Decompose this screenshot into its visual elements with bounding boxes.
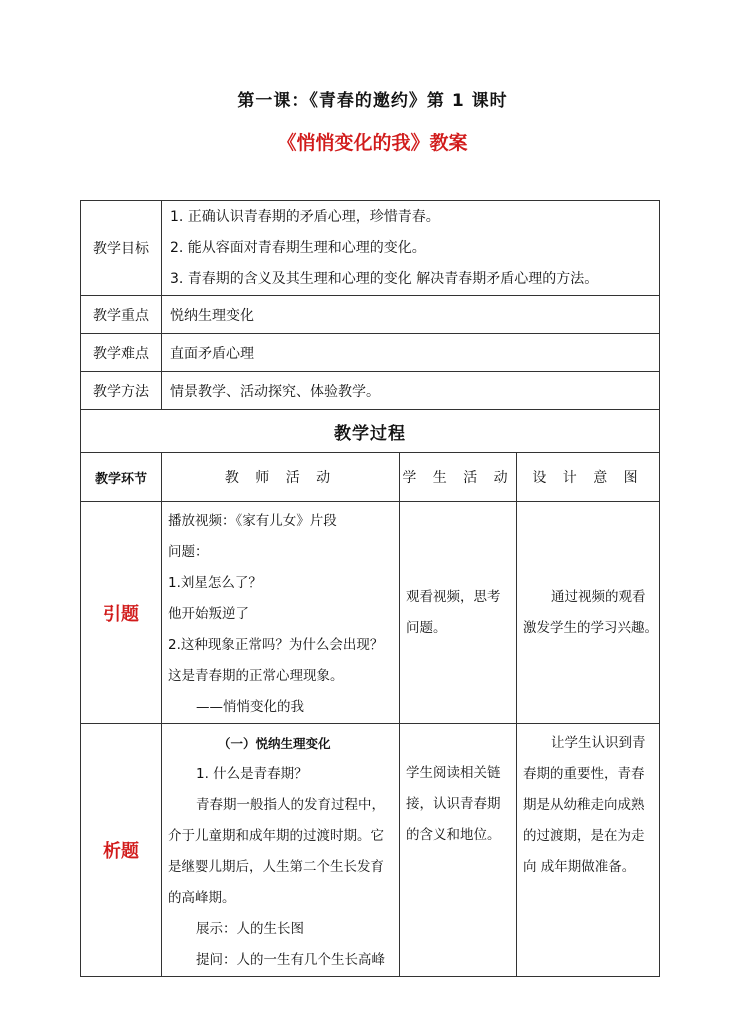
objectives-cell: [162, 201, 660, 296]
process-title-row: [81, 410, 660, 453]
teacher-activity: [162, 724, 400, 977]
table-row: [81, 724, 660, 977]
column-header: 设 计 意 图: [517, 453, 660, 502]
stage-label: 引题: [81, 502, 162, 724]
difficulty-value: 直面矛盾心理: [162, 334, 660, 372]
difficulty-row: [81, 334, 660, 372]
teacher-line: 这是青春期的正常心理现象。: [168, 668, 344, 684]
teacher-line: 播放视频：《家有儿女》片段: [168, 513, 337, 529]
teacher-line: 展示：人的生长图: [196, 921, 304, 937]
teacher-line: 1. 什么是青春期？: [196, 766, 308, 782]
objectives-label: 教学目标: [81, 201, 162, 296]
teacher-line: 问题：: [168, 544, 209, 560]
stage-label: 析题: [81, 724, 162, 977]
difficulty-label: 教学难点: [81, 334, 162, 372]
design-intent: [517, 724, 660, 977]
student-line: 观看视频，思考: [406, 588, 501, 605]
teacher-line: 1.刘星怎么了？: [168, 575, 262, 591]
design-line: 春期的重要性，青春: [523, 766, 645, 782]
teacher-activity: [162, 502, 400, 724]
design-line: 的过渡期，是在为走: [523, 828, 645, 844]
teacher-line: 是继婴儿期后，人生第二个生长发育: [168, 859, 384, 875]
design-line: 向 成年期做准备。: [523, 859, 636, 875]
column-header-row: [81, 453, 660, 502]
objectives-row: [81, 201, 660, 296]
design-line: 让学生认识到青: [551, 735, 646, 751]
key-point-value: 悦纳生理变化: [162, 296, 660, 334]
design-line: 激发学生的学习兴趣。: [523, 619, 658, 636]
teacher-line: 2.这种现象正常吗？为什么会出现？: [168, 637, 384, 653]
method-row: [81, 372, 660, 410]
lesson-subtitle: 《悄悄变化的我》教案: [277, 132, 468, 154]
column-header: 教学环节: [81, 453, 162, 502]
objective-item: 2. 能从容面对青春期生理和心理的变化。: [170, 239, 426, 256]
teacher-line: （一）悦纳生理变化: [218, 736, 331, 751]
student-activity: [400, 502, 517, 724]
design-intent: [517, 502, 660, 724]
method-label: 教学方法: [81, 372, 162, 410]
column-header: 学 生 活 动: [400, 453, 517, 502]
key-point-row: [81, 296, 660, 334]
student-activity: [400, 724, 517, 977]
teacher-line: 青春期一般指人的发育过程中，: [196, 797, 385, 813]
lesson-title: 第一课：《青春的邀约》第 1 课时: [237, 91, 508, 111]
teacher-line: 他开始叛逆了: [168, 606, 249, 622]
student-line: 问题。: [406, 619, 447, 636]
key-point-label: 教学重点: [81, 296, 162, 334]
lesson-plan-table: [80, 200, 660, 977]
design-line: 期是从幼稚走向成熟: [523, 797, 645, 813]
teacher-line: ——悄悄变化的我: [196, 699, 304, 715]
method-value: 情景教学、活动探究、体验教学。: [162, 372, 660, 410]
process-title: 教学过程: [81, 410, 660, 453]
objective-item: 3. 青春期的含义及其生理和心理的变化 解决青春期矛盾心理的方法。: [170, 270, 599, 287]
table-row: [81, 502, 660, 724]
design-line: 通过视频的观看: [551, 588, 646, 605]
student-line: 接，认识青春期: [406, 796, 501, 812]
student-line: 的含义和地位。: [406, 827, 501, 843]
teacher-line: 提问：人的一生有几个生长高峰: [196, 952, 385, 968]
teacher-line: 介于儿童期和成年期的过渡时期。它: [168, 828, 384, 844]
teacher-line: 的高峰期。: [168, 890, 236, 906]
objective-item: 1. 正确认识青春期的矛盾心理，珍惜青春。: [170, 208, 440, 225]
student-line: 学生阅读相关链: [406, 765, 501, 781]
column-header: 教 师 活 动: [162, 453, 400, 502]
